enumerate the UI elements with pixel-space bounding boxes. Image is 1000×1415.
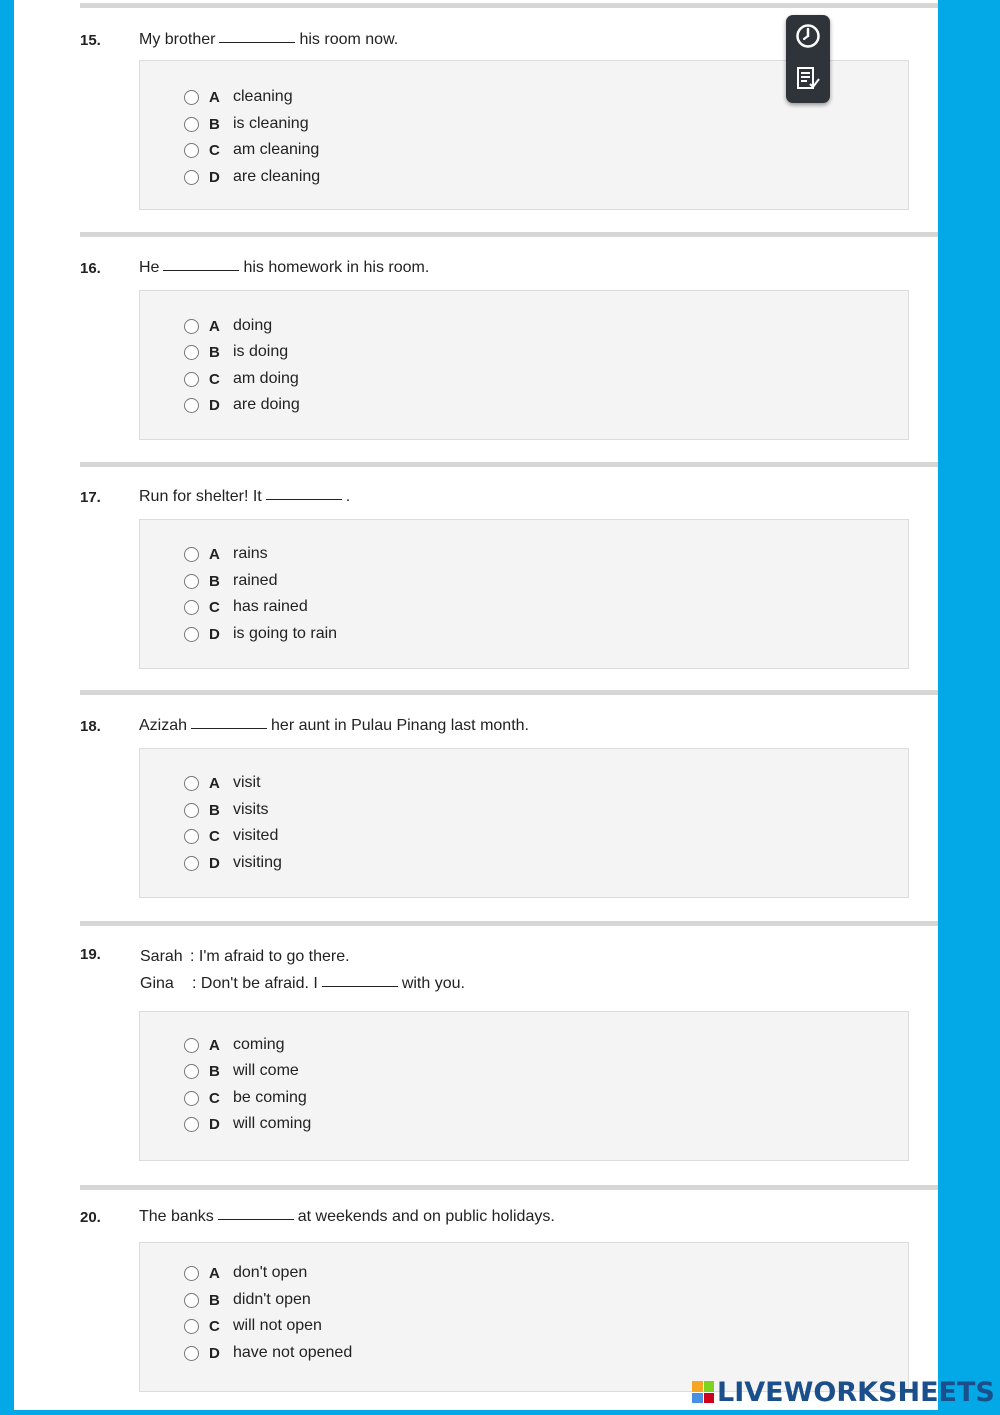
options-box (139, 519, 909, 669)
option-c[interactable]: C am cleaning (184, 138, 319, 162)
question-separator (80, 232, 938, 237)
answer-blank (266, 498, 342, 500)
radio-button[interactable] (184, 1038, 199, 1053)
answer-blank (322, 985, 398, 987)
answer-blank (163, 269, 239, 271)
option-a[interactable]: A don't open (184, 1261, 307, 1285)
option-a[interactable]: A rains (184, 542, 268, 566)
brand-name: LIVEWORKSHEETS (717, 1376, 995, 1408)
radio-button[interactable] (184, 319, 199, 334)
radio-button[interactable] (184, 574, 199, 589)
dialog-line: Sarah : I'm afraid to go there. (140, 948, 350, 965)
option-d[interactable]: D is going to rain (184, 622, 337, 646)
question-text: My brother his room now. (139, 31, 399, 48)
checklist-icon[interactable] (794, 65, 822, 93)
option-c[interactable]: C be coming (184, 1086, 307, 1110)
question-separator (80, 462, 938, 467)
answer-blank (191, 727, 267, 729)
option-c[interactable]: C am doing (184, 367, 299, 391)
brand-logo-icon (692, 1381, 714, 1403)
question-text: Azizah her aunt in Pulau Pinang last month. (139, 717, 529, 734)
radio-button[interactable] (184, 627, 199, 642)
question-text: He his homework in his room. (139, 259, 430, 276)
option-c[interactable]: C has rained (184, 595, 308, 619)
question-number: 18. (80, 718, 101, 735)
option-b[interactable]: B is cleaning (184, 112, 309, 136)
radio-button[interactable] (184, 170, 199, 185)
option-c[interactable]: C will not open (184, 1314, 322, 1338)
options-box (139, 290, 909, 440)
options-box (139, 1011, 909, 1161)
option-d[interactable]: D are cleaning (184, 165, 320, 189)
radio-button[interactable] (184, 372, 199, 387)
option-c[interactable]: C visited (184, 824, 278, 848)
radio-button[interactable] (184, 1266, 199, 1281)
floating-toolbar (786, 15, 830, 103)
radio-button[interactable] (184, 1293, 199, 1308)
radio-button[interactable] (184, 1319, 199, 1334)
option-a[interactable]: A coming (184, 1033, 285, 1057)
answer-blank (218, 1218, 294, 1220)
question-separator (80, 690, 938, 695)
radio-button[interactable] (184, 1346, 199, 1361)
radio-button[interactable] (184, 776, 199, 791)
radio-button[interactable] (184, 547, 199, 562)
option-b[interactable]: B is doing (184, 340, 288, 364)
question-number: 16. (80, 260, 101, 277)
radio-button[interactable] (184, 856, 199, 871)
clock-icon[interactable] (794, 22, 822, 50)
radio-button[interactable] (184, 117, 199, 132)
radio-button[interactable] (184, 829, 199, 844)
options-box (139, 748, 909, 898)
options-box (139, 1242, 909, 1392)
option-b[interactable]: B didn't open (184, 1288, 311, 1312)
dialog-line: Gina : Don't be afraid. I with you. (140, 975, 465, 992)
brand-watermark (692, 1376, 995, 1408)
answer-blank (219, 41, 295, 43)
question-text: The banks at weekends and on public holidays. (139, 1208, 555, 1225)
radio-button[interactable] (184, 398, 199, 413)
radio-button[interactable] (184, 345, 199, 360)
option-d[interactable]: D are doing (184, 393, 300, 417)
radio-button[interactable] (184, 1091, 199, 1106)
option-d[interactable]: D will coming (184, 1112, 311, 1136)
radio-button[interactable] (184, 1117, 199, 1132)
option-d[interactable]: D visiting (184, 851, 282, 875)
question-number: 19. (80, 946, 101, 963)
worksheet-page (14, 0, 938, 1410)
option-b[interactable]: B will come (184, 1059, 299, 1083)
option-d[interactable]: D have not opened (184, 1341, 352, 1365)
option-a[interactable]: A cleaning (184, 85, 293, 109)
radio-button[interactable] (184, 1064, 199, 1079)
radio-button[interactable] (184, 803, 199, 818)
question-number: 20. (80, 1209, 101, 1226)
question-number: 17. (80, 489, 101, 506)
radio-button[interactable] (184, 143, 199, 158)
option-b[interactable]: B rained (184, 569, 277, 593)
question-separator (80, 921, 938, 926)
question-number: 15. (80, 32, 101, 49)
option-b[interactable]: B visits (184, 798, 269, 822)
question-separator (80, 3, 938, 8)
option-a[interactable]: A visit (184, 771, 261, 795)
radio-button[interactable] (184, 90, 199, 105)
option-a[interactable]: A doing (184, 314, 272, 338)
question-separator (80, 1185, 938, 1190)
question-text: Run for shelter! It . (139, 488, 351, 505)
radio-button[interactable] (184, 600, 199, 615)
